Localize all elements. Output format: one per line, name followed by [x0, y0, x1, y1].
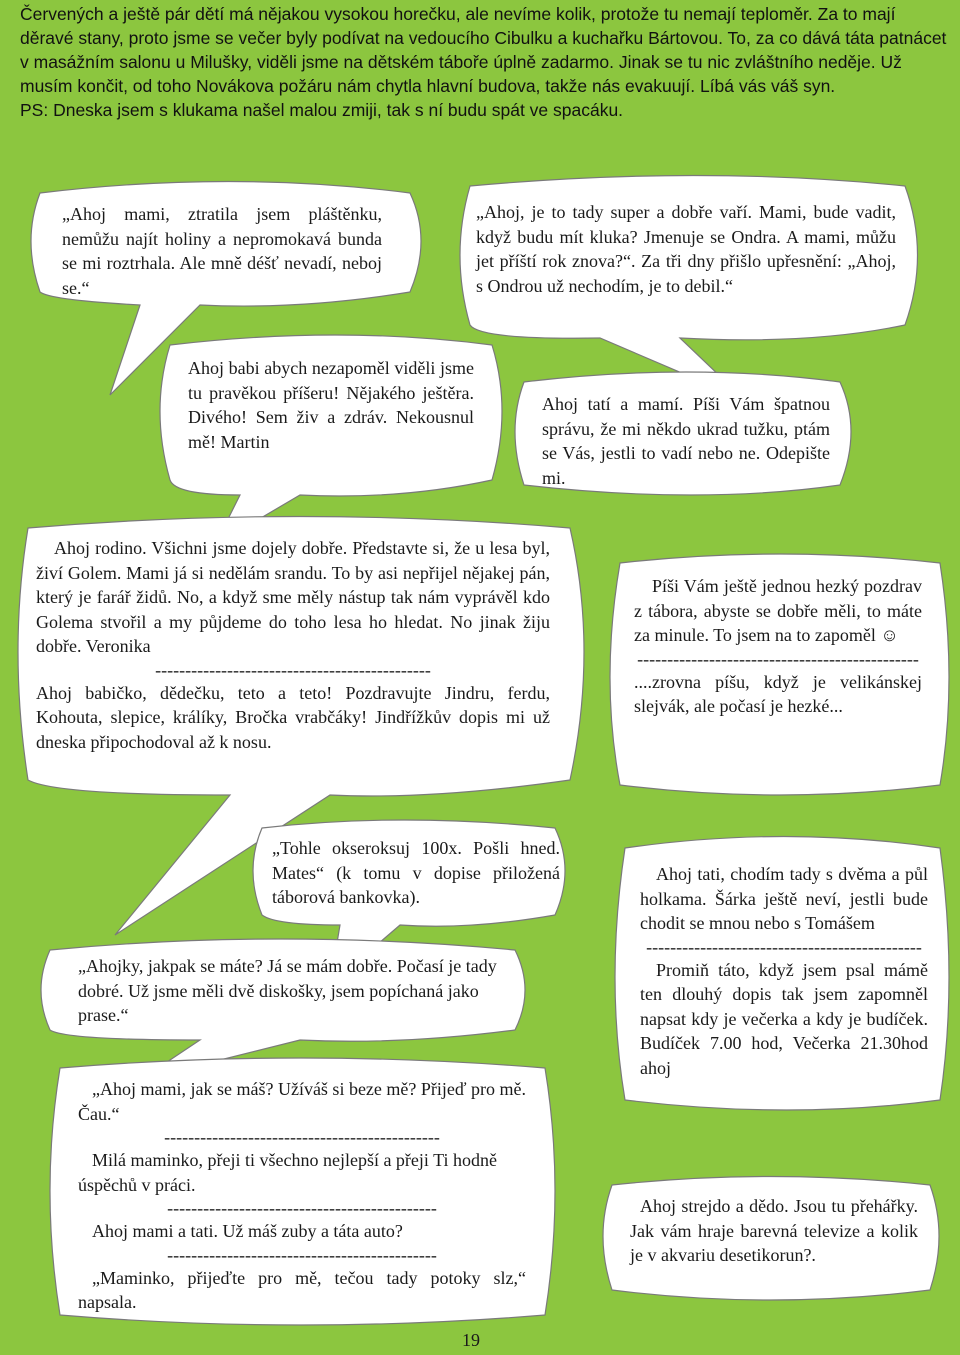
bubble-5-separator: ----------------------------------------------	[155, 659, 431, 680]
bubble-3-text: Ahoj babi abych nezapoměl viděli jsme tu pravěkou příšeru! Nějakého ještěra. Divého! Sem živ a zdráv. Nekousnul mě! Martin	[188, 358, 474, 452]
bubble-5-para-2: Ahoj babičko, dědečku, teto a teto! Pozdravujte Jindru, ferdu, Kohouta, slepice, králíky, Bročka vrabčáky! Jindřížkův dopis mi už dneska připochodoval až k nosu.	[36, 682, 550, 752]
bubble-6-para-1: Píši Vám ještě jednou hezký pozdrav z tábora, abyste se dobře měli, to máte za minule. To jsem na to zapoměl ☺	[634, 576, 922, 645]
bubble-6-text	[634, 574, 922, 719]
bubble-10-text	[78, 1077, 526, 1315]
bubble-11-text: Ahoj strejdo a dědo. Jsou tu přehářky. Jak vám hraje barevná televize a kolik je v akvariu desetikorun?.	[630, 1196, 918, 1265]
bubble-4-text: Ahoj tatí a mamí. Píši Vám špatnou správu, že mi někdo ukrad tužku, ptám se Vás, jestli to vadí nebo ne. Odepište mi.	[542, 394, 830, 488]
bubble-10-separator-2: ---------------------------------------------	[167, 1198, 437, 1218]
bubble-8-separator: ----------------------------------------------	[646, 936, 922, 957]
intro-ps: PS: Dneska jsem s klukama našel malou zmiji, tak s ní budu spát ve spacáku.	[20, 100, 624, 120]
page-number: 19	[462, 1330, 480, 1350]
bubble-2-text: „Ahoj, je to tady super a dobře vaří. Mami, bude vadit, když budu mít kluka? Jmenuje se Ondra. A mami, můžu jet příští rok znova?“. Za tři dny přišlo upřesnění: „Ahoj, s Ondrou už nechodím, je to debil.“	[476, 202, 896, 296]
bubble-10-para-1: „Ahoj mami, jak se máš? Užíváš si beze mě? Přijeď pro mě. Čau.“	[78, 1079, 527, 1124]
bubble-10-separator-1: ----------------------------------------------	[164, 1127, 440, 1147]
intro-paragraph: Červených a ještě pár dětí má nějakou vysokou horečku, ale nevíme kolik, protože tu nemají teploměr. Za to mají děravé stany, proto jsme se večer byly podívat na vedoucího Cibulku a kuchařku Bártovou. To, za co dává táta patnácet v masážním salonu u Milušky, viděli jsme na dětském táboře úplně zadarmo. Jinak se tu nic zvláštního neděje. Už musím končit, od toho Novákova požáru nám chytla hlavní budova, takže nás evakuují. Líbá vás váš syn.	[20, 4, 947, 96]
bubble-6-separator: -----------------------------------------------	[637, 648, 919, 669]
bubble-5-text	[36, 536, 550, 754]
bubble-10-para-4: „Maminko, přijeďte pro mě, tečou tady potoky slz,“ napsala.	[78, 1267, 526, 1312]
bubble-10-separator-3: ---------------------------------------------	[167, 1244, 437, 1265]
bubble-9-text: „Ahojky, jakpak se máte? Já se mám dobře. Počasí je tady dobré. Už jsme měli dvě diskošky, jsem popíchaná jako prase.“	[78, 956, 497, 1025]
bubble-7-text: „Tohle okseroksuj 100x. Pošli hned. Mates“ (k tomu v dopise přiložená táborová bankovka).	[272, 838, 560, 907]
bubble-6-para-2: ....zrovna píšu, když je velikánskej slejvák, ale počasí je hezké...	[634, 671, 922, 716]
bubble-10-para-2: Milá maminko, přeji ti všechno nejlepší a přeji Ti hodně úspěchů v práci.	[78, 1150, 497, 1195]
bubble-8-text	[640, 862, 928, 1080]
bubble-1-text: „Ahoj mami, ztratila jsem pláštěnku, nemůžu najít holiny a nepromokavá bunda se mi roztrhala. Ale mně déšť nevadí, neboj se.“	[62, 204, 382, 298]
bubble-10-para-3: Ahoj mami a tati. Už máš zuby a táta auto?	[92, 1221, 403, 1241]
bubble-5-para-1: Ahoj rodino. Všichni jsme dojely dobře. Představte si, že u lesa byl, živí Golem. Mami já si nedělám srandu. To by asi nepřijel nějakej pán, který je farář židů. No, a když sme měly nástup tak nám vyprávěl kdo Golema stvořil a my půjdeme do toho lesa ho hledat. No jinak žiju dobře. Veronika	[36, 538, 550, 656]
bubble-8-para-1: Ahoj tati, chodím tady s dvěma a půl holkama. Šárka ještě neví, jestli bude chodit se mnou nebo s Tomášem	[640, 864, 928, 933]
bubble-8-para-2: Promiň táto, když jsem psal mámě ten dlouhý dopis tak jsem zapomněl napsat kdy je večerka a kdy je budíček. Budíček 7.00 hod, Večerka 21.30hod ahoj	[640, 959, 928, 1078]
